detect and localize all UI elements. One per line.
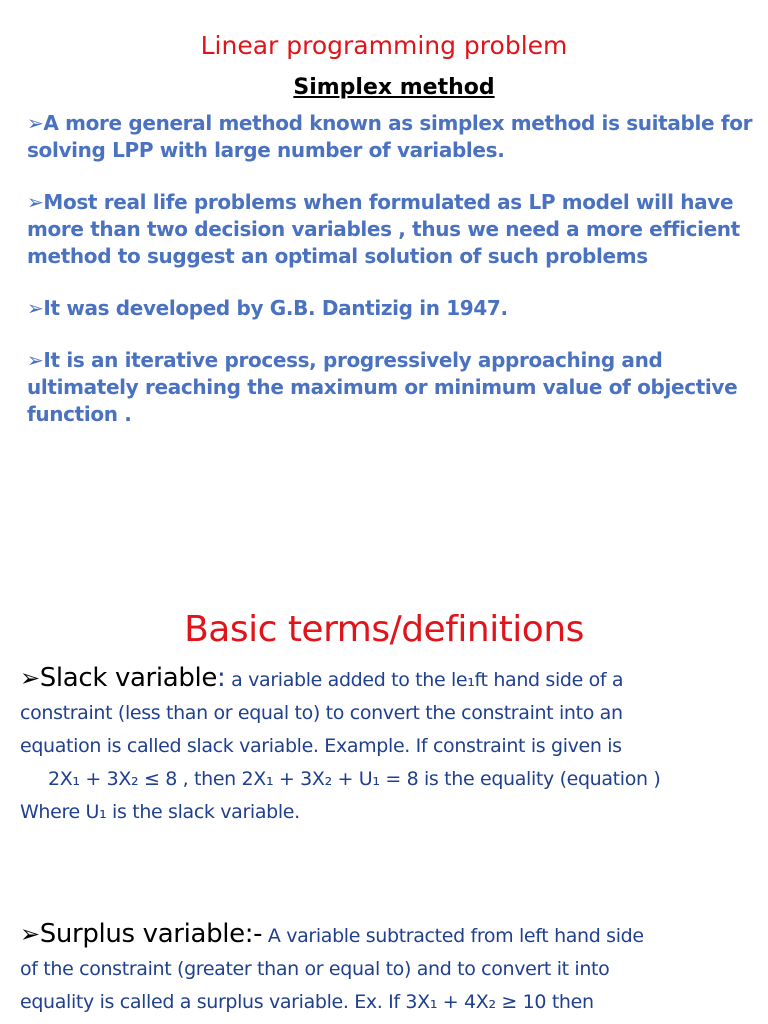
surplus-text-line1: A variable subtracted from left hand side — [262, 925, 644, 947]
bullet-item — [27, 295, 762, 322]
subtitle: Simplex method — [293, 75, 495, 100]
arrow-bullet-icon: ➢ — [27, 296, 44, 320]
slack-colon: : — [217, 663, 226, 693]
arrow-bullet-icon: ➢ — [20, 920, 40, 948]
surplus-variable-definition — [20, 918, 764, 1019]
bullet-item — [27, 110, 762, 164]
slack-text-line5: Where U₁ is the slack variable. — [20, 801, 300, 823]
slack-variable-definition — [20, 662, 764, 829]
bullet-text: It was developed by G.B. Dantizig in 1947. — [43, 296, 508, 320]
bullet-text: A more general method known as simplex method is suitable for solving LPP with large number of variables. — [27, 111, 753, 162]
bullet-item — [27, 189, 762, 270]
surplus-text-line3: equality is called a surplus variable. Ex. If 3X₁ + 4X₂ ≥ 10 then — [20, 991, 594, 1013]
bullet-list — [27, 110, 762, 428]
arrow-bullet-icon: ➢ — [20, 664, 40, 692]
slack-text-line3: equation is called slack variable. Example. If constraint is given is — [20, 735, 622, 757]
arrow-bullet-icon: ➢ — [27, 190, 44, 214]
slack-text-line1: a variable added to the le₁ft hand side of a — [225, 669, 624, 691]
bullet-item — [27, 347, 762, 428]
surplus-text-line2: of the constraint (greater than or equal to) and to convert it into — [20, 958, 610, 980]
section-title: Basic terms/definitions — [184, 609, 584, 650]
slack-example-equation: 2X₁ + 3X₂ ≤ 8 , then 2X₁ + 3X₂ + U₁ = 8 is the equality (equation ) — [48, 768, 661, 790]
bullet-text: It is an iterative process, progressively approaching and ultimately reaching the maximum or minimum value of objective function . — [27, 348, 738, 426]
page-title: Linear programming problem — [200, 31, 568, 60]
arrow-bullet-icon: ➢ — [27, 348, 44, 372]
slack-term: Slack variable — [39, 663, 218, 693]
surplus-term: Surplus variable:- — [39, 919, 263, 949]
slack-text-line2: constraint (less than or equal to) to convert the constraint into an — [20, 702, 623, 724]
arrow-bullet-icon: ➢ — [27, 111, 44, 135]
bullet-text: Most real life problems when formulated as LP model will have more than two decision variables , thus we need a more efficient method to suggest an optimal solution of such problems — [27, 190, 740, 268]
